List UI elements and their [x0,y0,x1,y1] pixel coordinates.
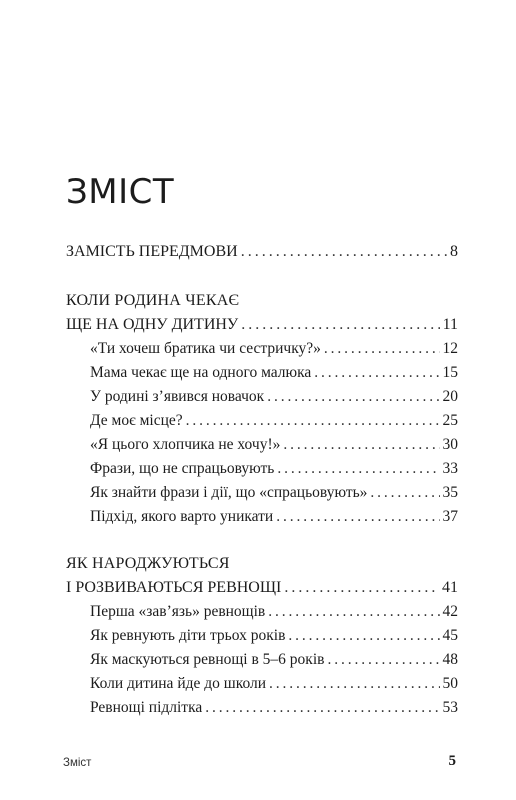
toc-entry-page: 33 [442,460,458,477]
toc-chapter[interactable] [66,433,458,457]
toc-entry-title: Як ревнують діти трьох років [90,627,286,644]
toc-entry-part-2[interactable] [66,576,458,600]
toc-chapter[interactable] [66,672,458,696]
toc-chapter[interactable] [66,600,458,624]
toc-entry-page: 50 [442,675,458,692]
toc-entry-page: 20 [442,388,458,405]
dot-leader [314,361,439,385]
dot-leader [241,240,447,264]
toc-part-2 [66,552,458,720]
toc-entry-title: Де моє місце? [90,412,183,429]
toc-entry-title: У родині з’явився новачок [90,388,265,405]
table-of-contents [66,240,458,740]
toc-entry-title: Як знайти фрази і дії, що «спрацьовують» [90,484,368,501]
toc-entry-title: «Ти хочеш братика чи сестричку?» [90,340,321,357]
toc-entry-part-1[interactable] [66,313,458,337]
toc-chapter[interactable] [66,337,458,361]
dot-leader [205,696,439,720]
toc-entry-title: Перша «зав’язь» ревнощів [90,603,266,620]
dot-leader [186,409,440,433]
toc-chapter[interactable] [66,385,458,409]
toc-entry-page: 30 [442,436,458,453]
page-number: 5 [448,753,456,769]
dot-leader [267,385,439,409]
toc-entry-page: 41 [442,579,458,596]
toc-entry-title: Фрази, що не спрацьовують [90,460,275,477]
dot-leader [327,648,439,672]
toc-entry-page: 53 [442,699,458,716]
toc-chapter[interactable] [66,648,458,672]
part-heading-line: КОЛИ РОДИНА ЧЕКАЄ [66,292,240,309]
dot-leader [241,313,439,337]
dot-leader [276,505,439,529]
toc-entry-page: 37 [442,508,458,525]
toc-chapter[interactable] [66,696,458,720]
toc-entry-page: 15 [442,364,458,381]
toc-chapter[interactable] [66,481,458,505]
toc-chapter[interactable] [66,505,458,529]
toc-part-1 [66,289,458,529]
dot-leader [283,433,439,457]
part-heading-line: І РОЗВИВАЮТЬСЯ РЕВНОЩІ [66,579,282,596]
toc-chapter[interactable] [66,361,458,385]
toc-chapter[interactable] [66,457,458,481]
toc-chapter[interactable] [66,624,458,648]
toc-entry-page: 45 [442,627,458,644]
dot-leader [370,481,439,505]
dot-leader [288,624,439,648]
part-heading-line: ЩЕ НА ОДНУ ДИТИНУ [66,316,239,333]
toc-entry-title: Підхід, якого варто уникати [90,508,274,525]
toc-entry-page: 11 [442,316,458,333]
dot-leader [277,457,439,481]
running-footer-section: Зміст [63,757,92,769]
toc-entry-page: 25 [442,412,458,429]
toc-entry-page: 8 [450,243,458,260]
toc-entry-title: ЗАМІСТЬ ПЕРЕДМОВИ [66,243,238,260]
dot-leader [284,576,439,600]
toc-entry-title: Мама чекає ще на одного малюка [90,364,312,381]
part-heading-line: ЯК НАРОДЖУЮТЬСЯ [66,555,230,572]
toc-entry-page: 48 [442,651,458,668]
dot-leader [269,672,439,696]
toc-entry-preface[interactable] [66,240,458,264]
toc-entry-page: 35 [442,484,458,501]
toc-entry-title: Коли дитина йде до школи [90,675,267,692]
toc-entry-page: 42 [442,603,458,620]
dot-leader [324,337,440,361]
toc-entry-page: 12 [442,340,458,357]
toc-entry-title: «Я цього хлопчика не хочу!» [90,436,281,453]
toc-chapter[interactable] [66,409,458,433]
toc-entry-title: Ревнощі підлітка [90,699,203,716]
page-title: ЗМІСТ [66,172,175,212]
toc-entry-title: Як маскуються ревнощі в 5–6 років [90,651,325,668]
toc-preface [66,240,458,264]
dot-leader [268,600,439,624]
